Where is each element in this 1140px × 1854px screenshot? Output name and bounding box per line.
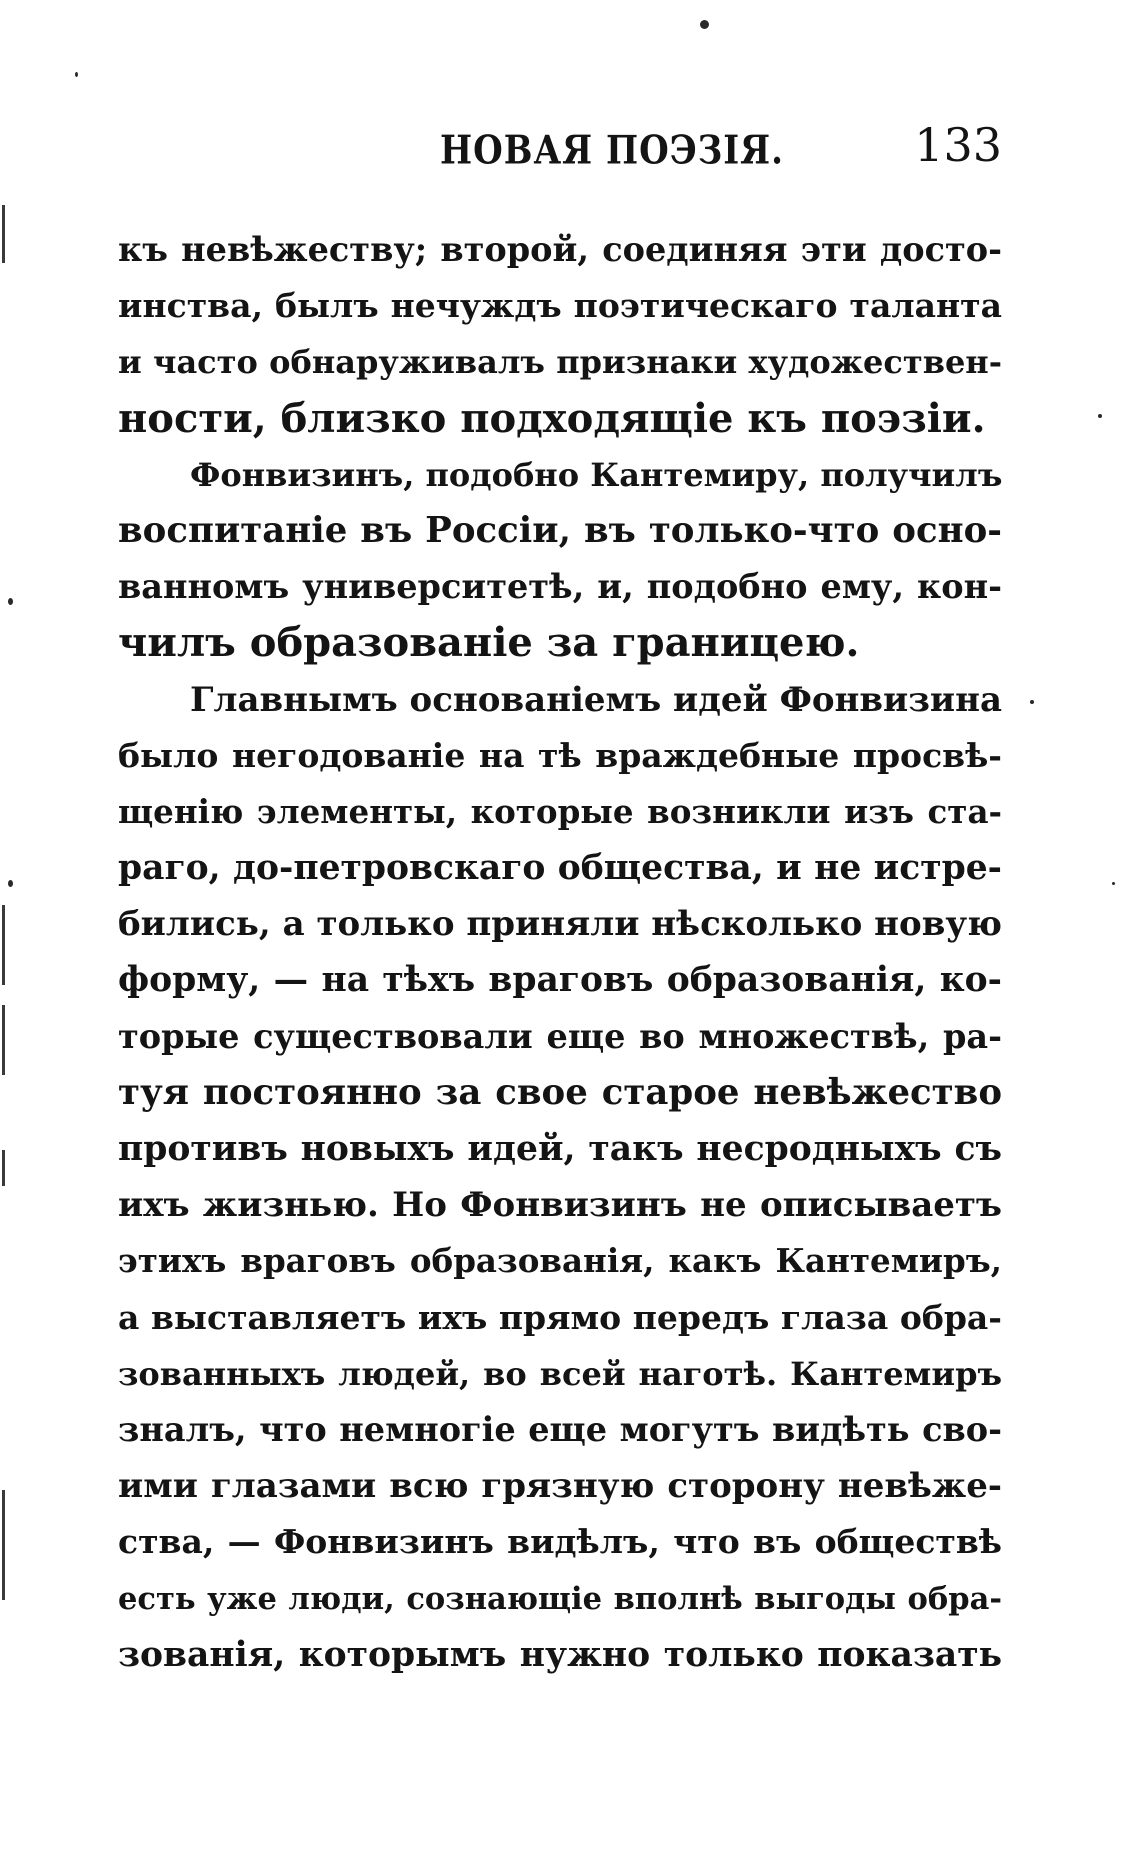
text-line: ности, близко подходящіе къ поэзіи.: [118, 394, 986, 442]
text-line: зованія, которымъ нужно только показать: [118, 1634, 1002, 1675]
text-line: форму, — на тѣхъ враговъ образованія, ко-: [118, 960, 1002, 1001]
scan-speck: [8, 880, 13, 887]
running-title: НОВАЯ ПОЭЗІЯ.: [440, 128, 785, 174]
text-line: раго, до-петровскаго общества, и не истре-: [118, 848, 1002, 889]
text-line: воспитаніе въ Россіи, въ только-что осно-: [118, 509, 1002, 551]
text-line: а выставляетъ ихъ прямо передъ глаза обра-: [118, 1297, 1002, 1337]
scan-speck: [700, 20, 709, 29]
text-line: зналъ, что немногіе еще могутъ видѣть сво-: [118, 1409, 1002, 1449]
page-header: [118, 118, 1002, 188]
text-line: туя постоянно за свое старое невѣжество: [118, 1071, 1002, 1113]
text-line: щенію элементы, которые возникли изъ ста-: [118, 791, 1002, 831]
text-line: чилъ образованіе за границею.: [118, 619, 860, 667]
text-line: ванномъ университетѣ, и, подобно ему, кон-: [118, 567, 1002, 607]
scan-speck: [1112, 882, 1115, 885]
text-line: этихъ враговъ образованія, какъ Кантемиръ,: [118, 1241, 1002, 1281]
body-text: [118, 222, 1002, 1683]
text-line: ихъ жизнью. Но Фонвизинъ не описываетъ: [118, 1185, 1002, 1226]
text-line: и часто обнаруживалъ признаки художествен-: [118, 343, 1002, 382]
text-line: ства, — Фонвизинъ видѣлъ, что въ обществѣ: [118, 1522, 1002, 1562]
scan-speck: [1098, 414, 1102, 418]
margin-mark: [2, 205, 5, 263]
text-line: есть уже люди, сознающіе вполнѣ выгоды обра-: [118, 1580, 1002, 1617]
text-line: къ невѣжеству; второй, соединяя эти досто-: [118, 230, 1002, 269]
paragraph-start-line: Фонвизинъ, подобно Кантемиру, получилъ: [190, 455, 1003, 494]
paragraph-start-line: Главнымъ основаніемъ идей Фонвизина: [190, 679, 1003, 720]
text-line: было негодованіе на тѣ враждебные просвѣ-: [118, 735, 1002, 775]
scan-speck: [75, 72, 78, 77]
text-line: бились, а только приняли нѣсколько новую: [118, 904, 1002, 945]
margin-mark: [2, 905, 5, 985]
scan-speck: [8, 598, 13, 605]
margin-mark: [2, 1150, 5, 1186]
scan-speck: [1030, 700, 1034, 704]
margin-mark: [2, 1490, 5, 1600]
text-line: инства, былъ нечуждъ поэтическаго таланта: [118, 286, 1002, 326]
page-number: 133: [914, 118, 1002, 172]
text-line: ими глазами всю грязную сторону невѣже-: [118, 1466, 1002, 1507]
text-line: торые существовали еще во множествѣ, ра-: [118, 1016, 1002, 1056]
margin-mark: [2, 1005, 5, 1075]
text-line: зованныхъ людей, во всей наготѣ. Кантемиръ: [118, 1354, 1002, 1393]
text-line: противъ новыхъ идей, такъ несродныхъ съ: [118, 1129, 1002, 1169]
